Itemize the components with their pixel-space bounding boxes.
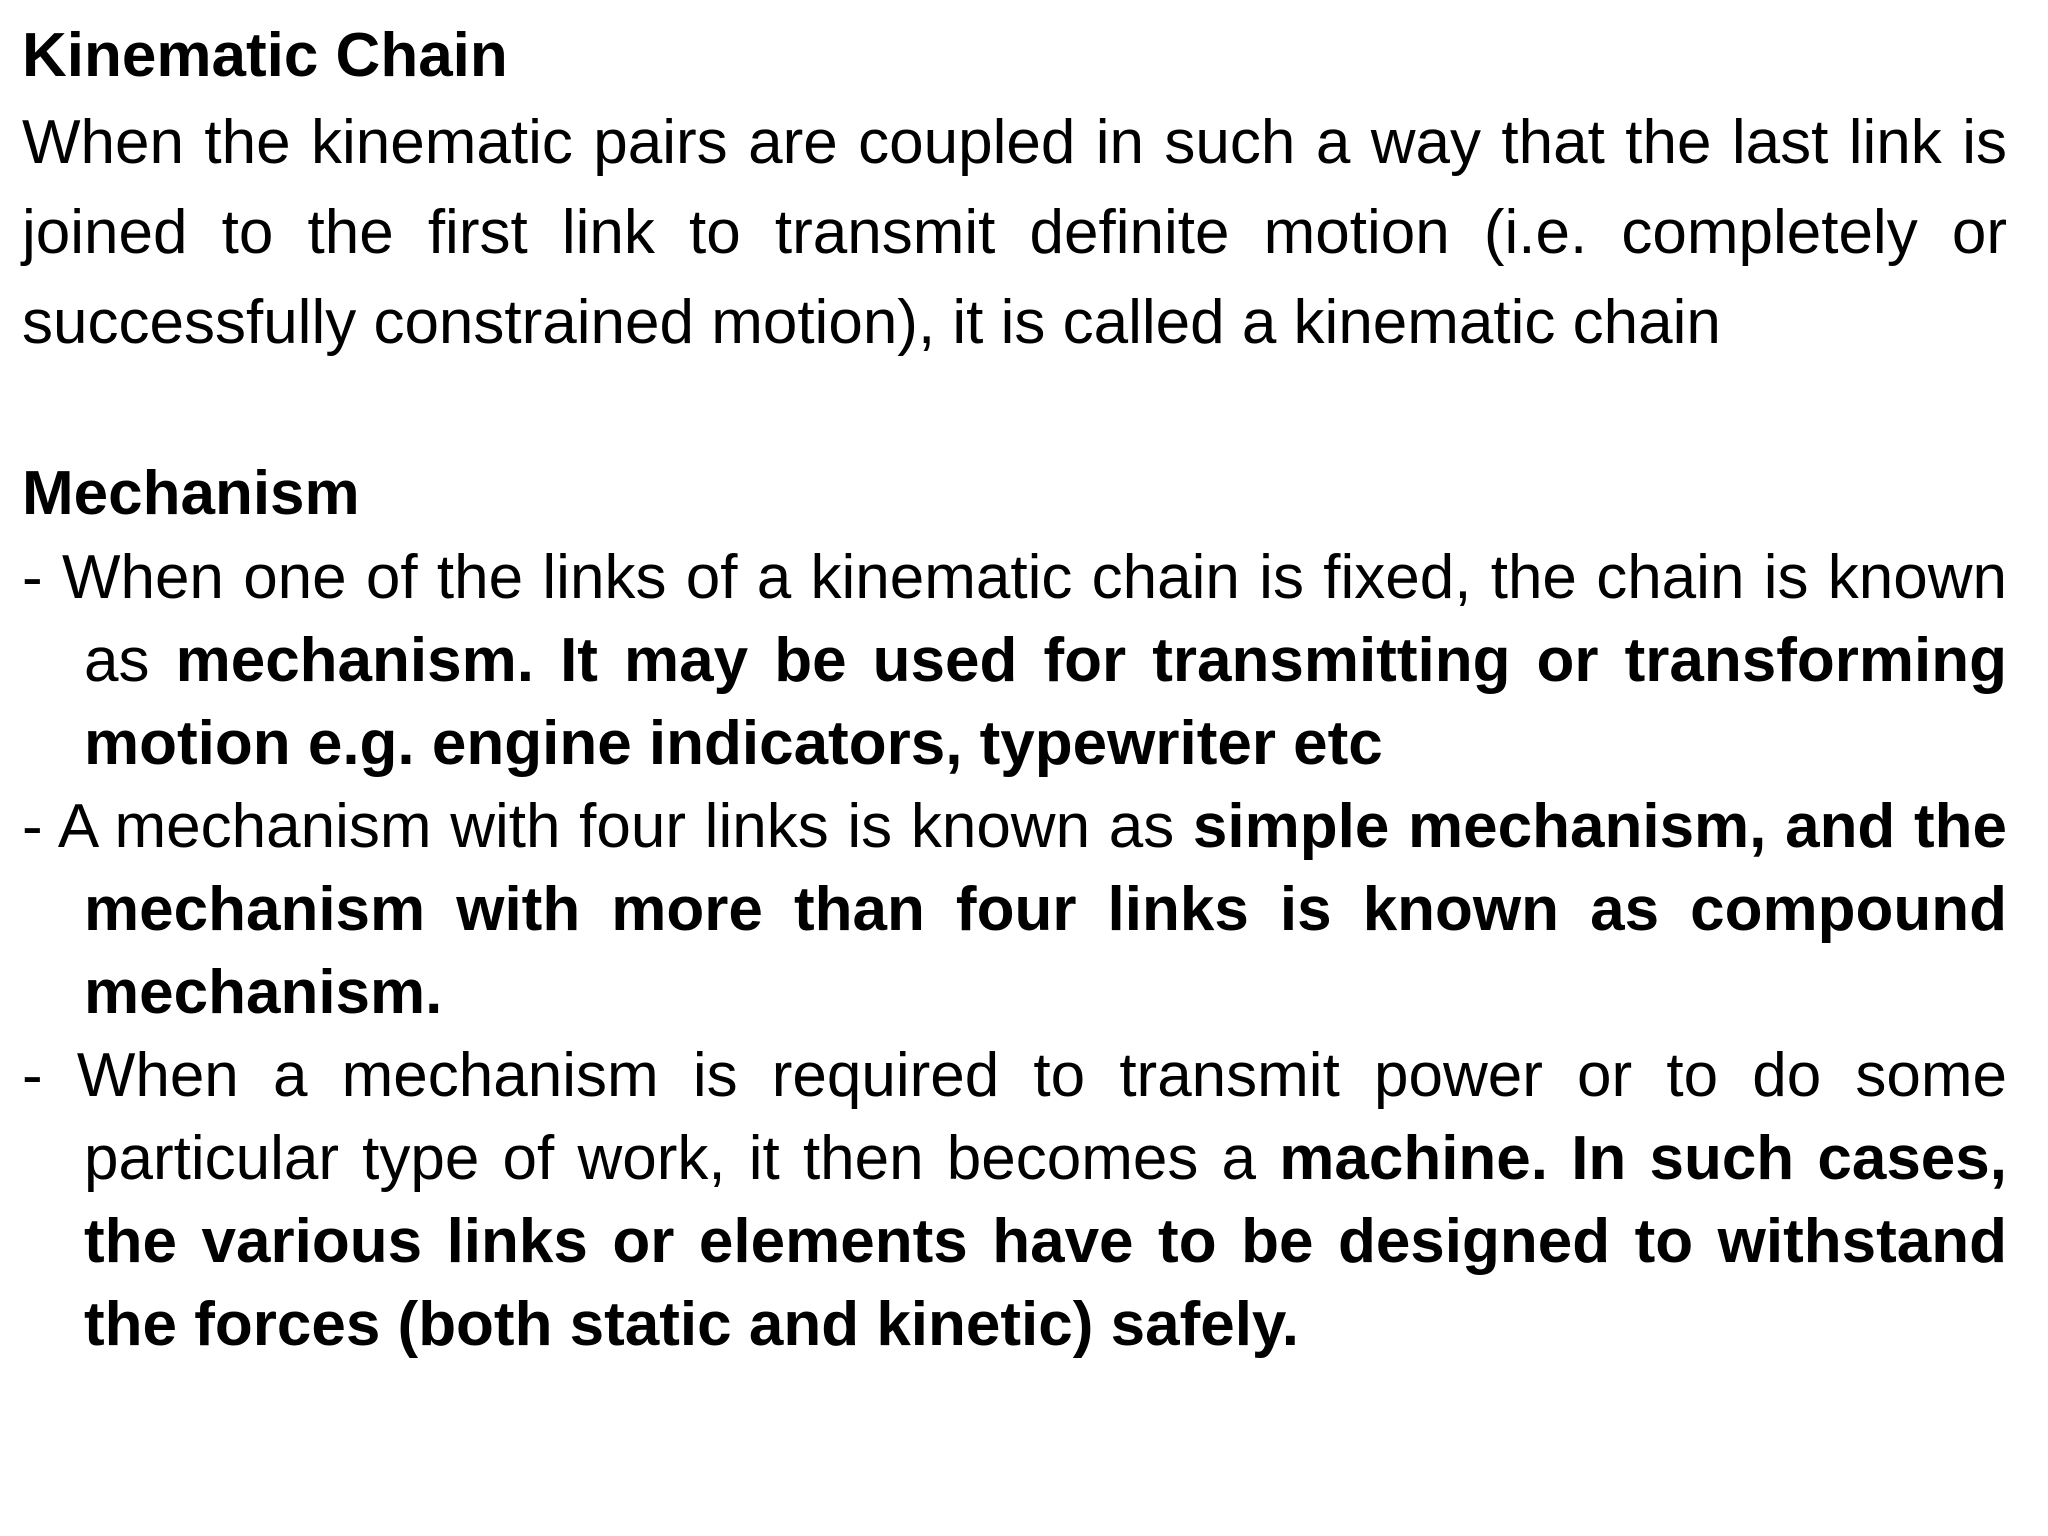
bullet-text: - When a mechanism is required to transmit power or to do some particular type of work, it then becomes a	[22, 1041, 2007, 1193]
bullet-text: - A mechanism with four links is known as	[22, 792, 1193, 861]
mechanism-bullet	[22, 1034, 2007, 1366]
bullet-bold-text: machine. In such cases, the various links or elements have to be designed to withstand the forces (both static and kinetic) safely.	[84, 1124, 2007, 1359]
mechanism-title: Mechanism	[22, 459, 360, 528]
kinematic-chain-title: Kinematic Chain	[22, 21, 508, 90]
slide-content	[22, 14, 2007, 1366]
bullet-bold-text: simple mechanism, and the mechanism with more than four links is known as compound mechanism.	[84, 792, 2007, 1027]
mechanism-bullet	[22, 536, 2007, 785]
kinematic-chain-definition: When the kinematic pairs are coupled in such a way that the last link is joined to the first link to transmit definite motion (i.e. completely or successfully constrained motion), it is called a kinematic chain	[22, 108, 2007, 357]
bullet-text: - When one of the links of a kinematic chain is fixed, the chain is known as	[22, 543, 2007, 695]
bullet-bold-text: mechanism. It may be used for transmitting or transforming motion e.g. engine indicators, typewriter etc	[84, 626, 2007, 778]
mechanism-bullet	[22, 785, 2007, 1034]
